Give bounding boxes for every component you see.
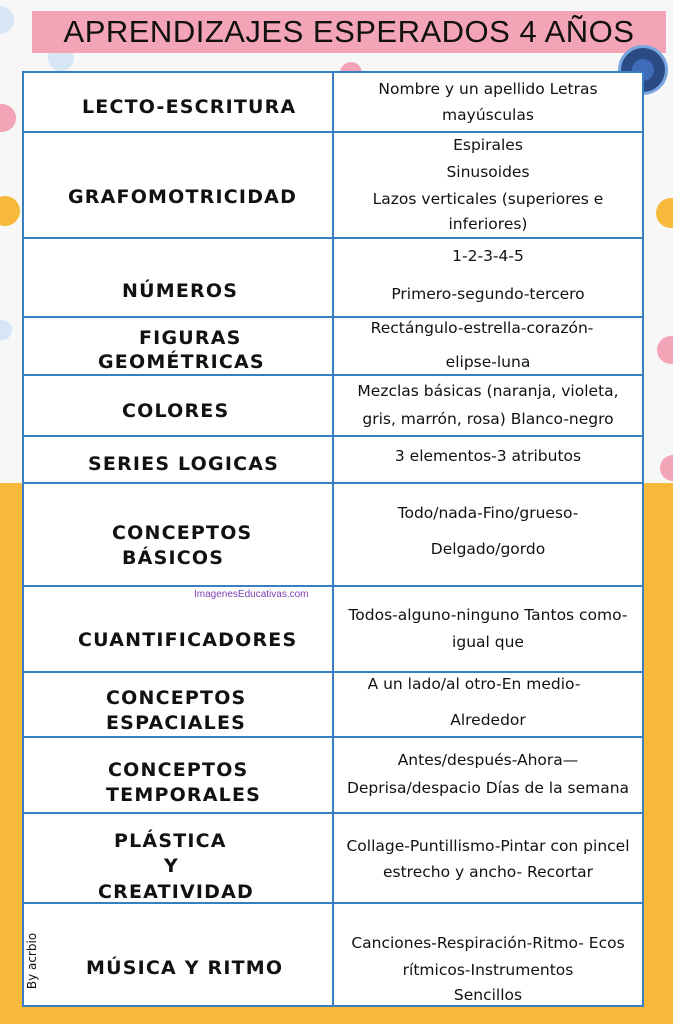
area-label: SERIES LOGICAS (88, 453, 280, 475)
area-label: CONCEPTOS (108, 759, 249, 781)
area-cell (24, 239, 334, 316)
content-line: rítmicos-Instrumentos (402, 961, 574, 979)
area-cell (24, 904, 334, 1005)
table-row (24, 814, 642, 904)
content-line: Alrededor (450, 711, 526, 729)
content-cell (334, 376, 642, 435)
area-cell (24, 437, 334, 482)
content-line: Todos-alguno-ninguno Tantos como- (348, 606, 628, 624)
content-line: 1-2-3-4-5 (452, 247, 524, 265)
content-line: Rectángulo-estrella-corazón- (370, 319, 594, 337)
area-cell (24, 484, 334, 585)
area-label: BÁSICOS (122, 547, 225, 569)
content-line: A un lado/al otro-En medio- (367, 675, 581, 693)
area-cell (24, 587, 334, 671)
area-label: CREATIVIDAD (98, 881, 255, 903)
table-row (24, 738, 642, 814)
area-label: FIGURAS (139, 327, 242, 349)
content-cell (334, 738, 642, 812)
content-line: Sinusoides (446, 163, 530, 181)
table-row (24, 437, 642, 484)
content-line: Delgado/gordo (430, 540, 546, 558)
table-row (24, 376, 642, 437)
area-label: MÚSICA Y RITMO (86, 957, 284, 979)
content-line: Sencillos (453, 986, 523, 1004)
area-label: ESPACIALES (106, 712, 247, 734)
area-cell (24, 673, 334, 736)
content-line: igual que (452, 633, 524, 651)
area-label: PLÁSTICA (114, 830, 227, 852)
area-label: CONCEPTOS (112, 522, 253, 544)
content-line: Collage-Puntillismo-Pintar con pincel (346, 837, 630, 855)
area-label: CUANTIFICADORES (78, 629, 298, 651)
content-cell (334, 814, 642, 902)
table-row (24, 133, 642, 239)
area-label: LECTO-ESCRITURA (82, 96, 297, 118)
area-cell (24, 738, 334, 812)
content-cell (334, 437, 642, 482)
area-label: COLORES (122, 400, 230, 422)
area-cell (24, 73, 334, 131)
table-row (24, 73, 642, 133)
table-row (24, 587, 642, 673)
content-cell (334, 133, 642, 237)
table-row (24, 239, 642, 318)
area-cell (24, 814, 334, 902)
watermark-text: ImagenesEducativas.com (194, 589, 309, 600)
content-line: Primero-segundo-tercero (391, 285, 585, 303)
area-label: Y (164, 855, 179, 877)
content-cell (334, 484, 642, 585)
content-line: Todo/nada-Fino/grueso- (397, 504, 579, 522)
content-cell (334, 239, 642, 316)
content-line: Antes/después-Ahora— (397, 751, 579, 769)
content-line: Canciones-Respiración-Ritmo- Ecos (351, 934, 625, 952)
area-label: GEOMÉTRICAS (98, 351, 265, 373)
content-line: Espirales (453, 136, 523, 154)
table-row (24, 904, 642, 1005)
content-line: elipse-luna (445, 353, 531, 371)
content-line: Deprisa/despacio Días de la semana (346, 779, 630, 797)
content-line: 3 elementos-3 atributos (394, 447, 582, 465)
table-row (24, 673, 642, 738)
content-line: mayúsculas (442, 106, 534, 124)
content-line: gris, marrón, rosa) Blanco-negro (362, 410, 614, 428)
content-cell (334, 587, 642, 671)
content-cell (334, 73, 642, 131)
area-label: NÚMEROS (122, 280, 239, 302)
area-label: GRAFOMOTRICIDAD (68, 186, 298, 208)
table-row (24, 318, 642, 376)
area-cell (24, 376, 334, 435)
content-cell (334, 904, 642, 1005)
content-cell (334, 673, 642, 736)
title-banner (32, 11, 666, 53)
area-cell (24, 133, 334, 237)
content-line: Mezclas básicas (naranja, violeta, (357, 382, 619, 400)
area-label: TEMPORALES (106, 784, 262, 806)
area-label: CONCEPTOS (106, 687, 247, 709)
content-cell (334, 318, 642, 374)
page-title: APRENDIZAJES ESPERADOS 4 AÑOS (63, 14, 635, 49)
table-row (24, 484, 642, 587)
content-line: estrecho y ancho- Recortar (382, 863, 593, 881)
content-line: Nombre y un apellido Letras (378, 80, 598, 98)
content-line: inferiores) (448, 215, 528, 233)
content-line: Lazos verticales (superiores e (372, 190, 604, 208)
area-cell (24, 318, 334, 374)
learning-table (22, 71, 644, 1007)
byline-text: By acrbio (25, 932, 40, 990)
